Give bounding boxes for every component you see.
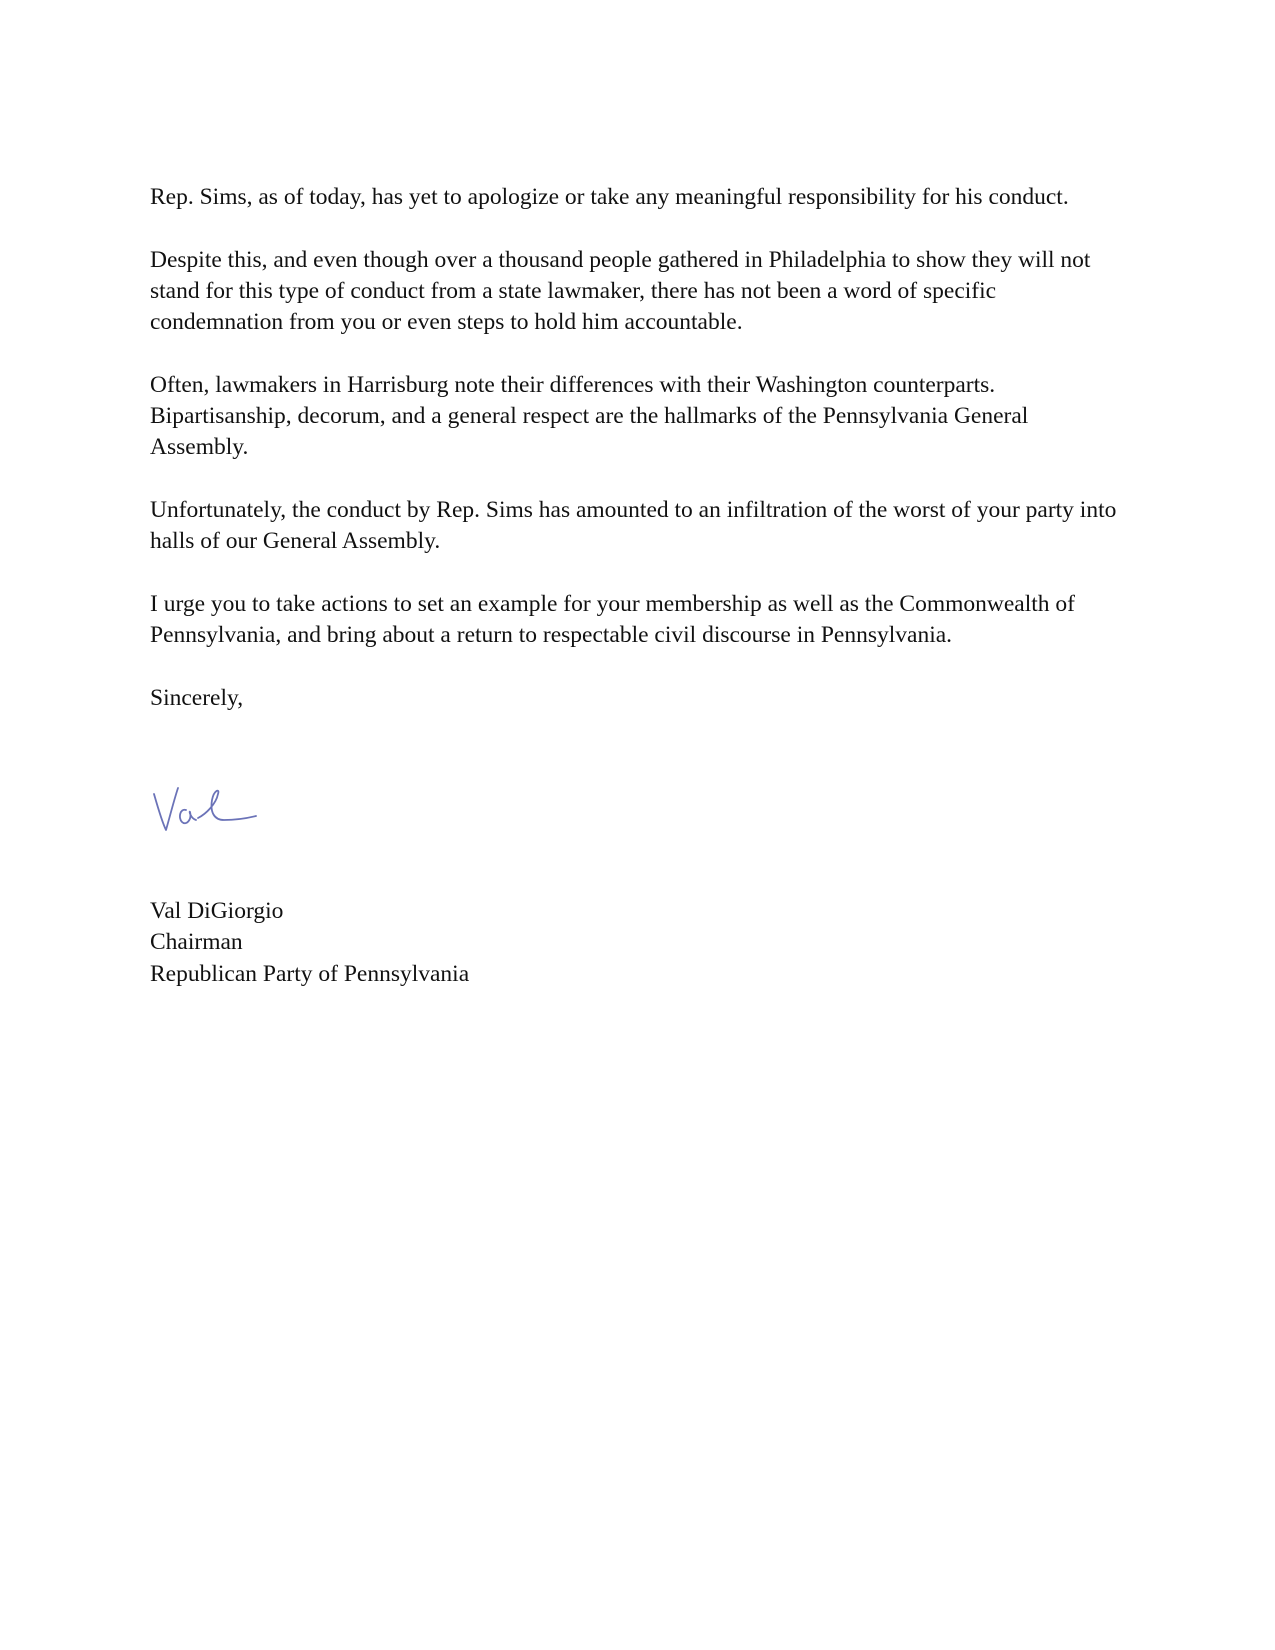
letter-paragraph-5: I urge you to take actions to set an example for your membership as well as the Commonwealth of Pennsylvania, and bring about a return to respectable civil discourse in Pennsylvania. xyxy=(150,590,1075,649)
letter-body xyxy=(150,182,1125,714)
signatory-name: Val DiGiorgio xyxy=(150,898,284,924)
letter-paragraph-2: Despite this, and even though over a thousand people gathered in Philadelphia to show they will not stand for this type of conduct from a state lawmaker, there has not been a word of specific condemnation from you or even steps to hold him accountable. xyxy=(150,246,1091,336)
letter-paragraph-1: Rep. Sims, as of today, has yet to apologize or take any meaningful responsibility for his conduct. xyxy=(150,184,1069,210)
handwritten-signature xyxy=(152,780,262,844)
letter-paragraph-3: Often, lawmakers in Harrisburg note their differences with their Washington counterparts. Bipartisanship, decorum, and a general respect are the hallmarks of the Pennsylvania General Assembly. xyxy=(150,371,1029,461)
signatory-organization: Republican Party of Pennsylvania xyxy=(150,960,470,987)
letter-closing: Sincerely, xyxy=(150,684,244,711)
letter-paragraph-4: Unfortunately, the conduct by Rep. Sims has amounted to an infiltration of the worst of your party into halls of our General Assembly. xyxy=(150,496,1117,555)
signature-block xyxy=(150,896,469,990)
signatory-title: Chairman xyxy=(150,929,243,956)
